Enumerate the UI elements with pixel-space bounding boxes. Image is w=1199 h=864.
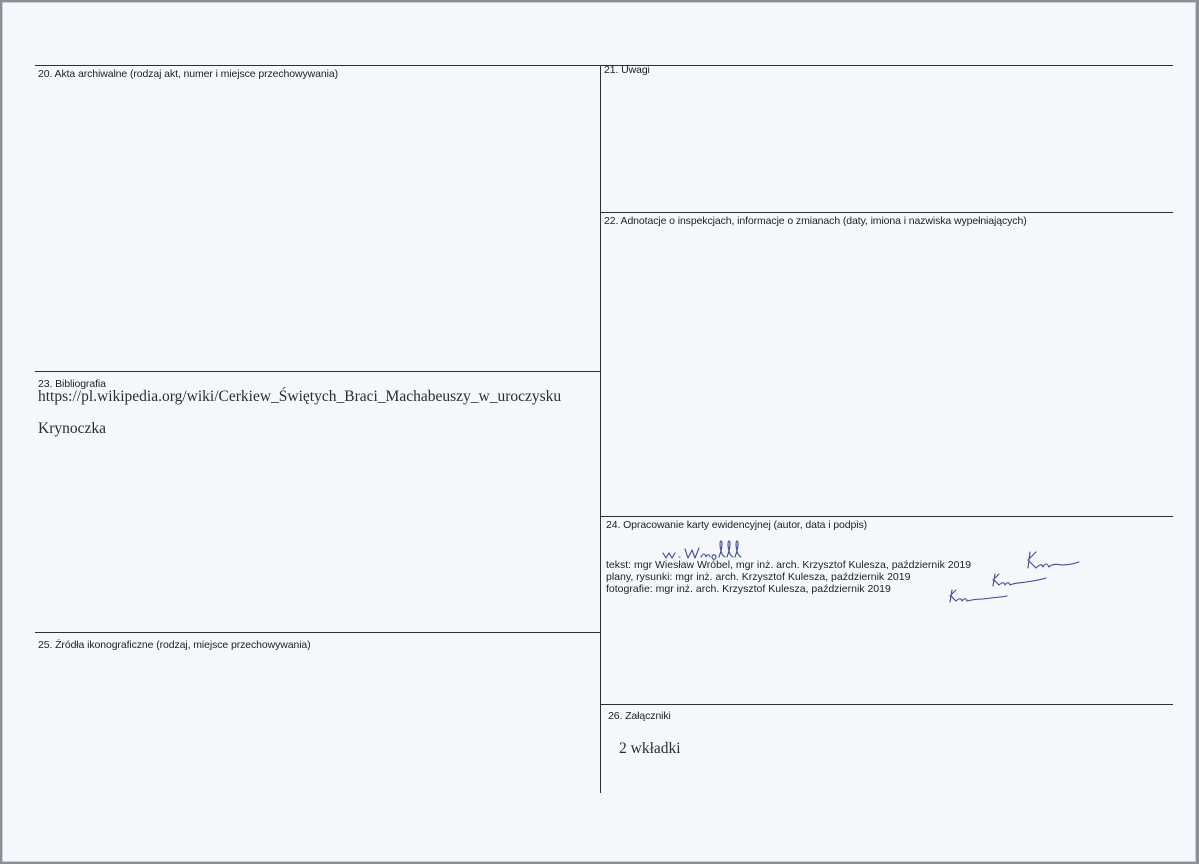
bibliography-line-2: Krynoczka bbox=[38, 420, 106, 437]
credit-photos: fotografie: mgr inż. arch. Krzysztof Kulesza, październik 2019 bbox=[606, 583, 891, 595]
rule-26 bbox=[600, 704, 1173, 705]
field-26-label: 26. Załączniki bbox=[608, 710, 671, 722]
handwritten-signature-kulesza bbox=[942, 548, 1102, 604]
rule-23 bbox=[35, 371, 600, 372]
credit-text: tekst: mgr Wiesław Wróbel, mgr inż. arch. Krzysztof Kulesza, październik 2019 bbox=[606, 559, 972, 571]
field-25-label: 25. Źródła ikonograficzne (rodzaj, miejsce przechowywania) bbox=[38, 639, 311, 651]
rule-24 bbox=[600, 516, 1173, 517]
record-card-sheet bbox=[2, 2, 1196, 862]
handwritten-signature-wrobel bbox=[657, 537, 752, 561]
field-21-label: 21. Uwagi bbox=[604, 64, 650, 76]
center-divider bbox=[600, 65, 601, 793]
credit-drawings: plany, rysunki: mgr inż. arch. Krzysztof Kulesza, październik 2019 bbox=[606, 571, 911, 583]
rule-25 bbox=[35, 632, 600, 633]
attachments-value: 2 wkładki bbox=[619, 740, 681, 757]
field-20-label: 20. Akta archiwalne (rodzaj akt, numer i miejsce przechowywania) bbox=[38, 68, 338, 80]
field-22-label: 22. Adnotacje o inspekcjach, informacje o zmianach (daty, imiona i nazwiska wypełniających) bbox=[604, 215, 1027, 227]
field-23-label: 23. Bibliografia bbox=[38, 378, 106, 390]
rule-22 bbox=[600, 212, 1173, 213]
bibliography-line-1: https://pl.wikipedia.org/wiki/Cerkiew_Świętych_Braci_Machabeuszy_w_uroczysku bbox=[38, 388, 562, 405]
field-24-label: 24. Opracowanie karty ewidencyjnej (autor, data i podpis) bbox=[606, 519, 868, 531]
